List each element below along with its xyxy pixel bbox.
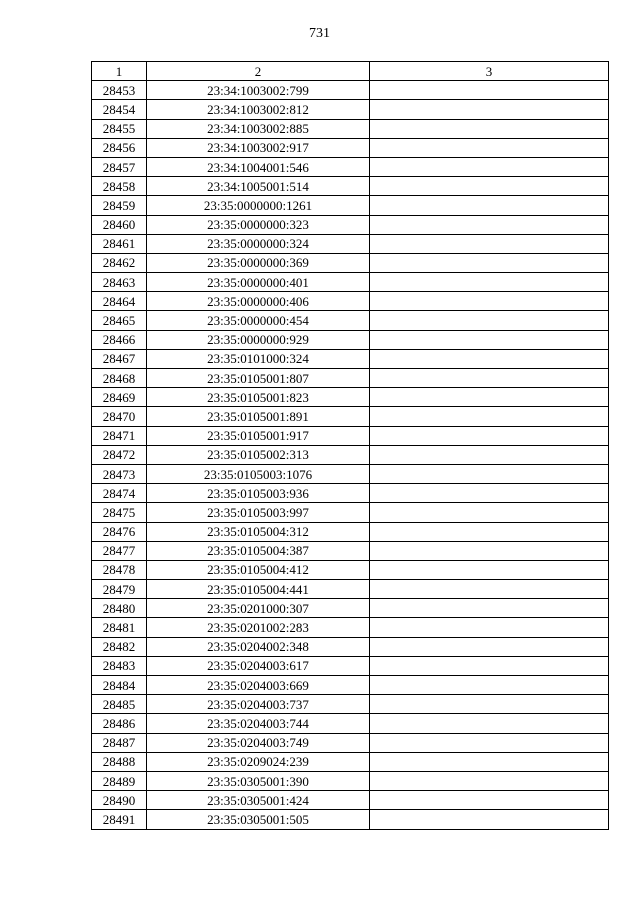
row-number-cell: 28460 bbox=[92, 215, 147, 234]
notes-cell bbox=[370, 100, 609, 119]
cadastral-number-cell: 23:34:1004001:546 bbox=[147, 157, 370, 176]
table-row bbox=[92, 253, 609, 272]
cadastral-number-cell: 23:35:0305001:424 bbox=[147, 791, 370, 810]
notes-cell bbox=[370, 311, 609, 330]
table-row bbox=[92, 157, 609, 176]
table-row bbox=[92, 100, 609, 119]
table-row bbox=[92, 733, 609, 752]
row-number-cell: 28476 bbox=[92, 522, 147, 541]
cadastral-number-cell: 23:34:1003002:917 bbox=[147, 138, 370, 157]
row-number-cell: 28469 bbox=[92, 388, 147, 407]
table-row bbox=[92, 695, 609, 714]
cadastral-number-cell: 23:35:0204003:669 bbox=[147, 676, 370, 695]
table-row bbox=[92, 791, 609, 810]
row-number-cell: 28461 bbox=[92, 234, 147, 253]
row-number-cell: 28474 bbox=[92, 484, 147, 503]
row-number-cell: 28478 bbox=[92, 560, 147, 579]
notes-cell bbox=[370, 426, 609, 445]
notes-cell bbox=[370, 522, 609, 541]
table-row bbox=[92, 426, 609, 445]
notes-cell bbox=[370, 234, 609, 253]
column-header-2: 2 bbox=[147, 62, 370, 81]
row-number-cell: 28454 bbox=[92, 100, 147, 119]
notes-cell bbox=[370, 138, 609, 157]
table-row bbox=[92, 234, 609, 253]
cadastral-number-cell: 23:35:0204002:348 bbox=[147, 637, 370, 656]
table-row bbox=[92, 369, 609, 388]
notes-cell bbox=[370, 714, 609, 733]
notes-cell bbox=[370, 388, 609, 407]
notes-cell bbox=[370, 484, 609, 503]
notes-cell bbox=[370, 119, 609, 138]
cadastral-number-cell: 23:35:0000000:323 bbox=[147, 215, 370, 234]
notes-cell bbox=[370, 253, 609, 272]
row-number-cell: 28487 bbox=[92, 733, 147, 752]
notes-cell bbox=[370, 464, 609, 483]
row-number-cell: 28466 bbox=[92, 330, 147, 349]
cadastral-number-cell: 23:35:0000000:406 bbox=[147, 292, 370, 311]
cadastral-number-cell: 23:35:0204003:617 bbox=[147, 656, 370, 675]
notes-cell bbox=[370, 560, 609, 579]
row-number-cell: 28479 bbox=[92, 580, 147, 599]
row-number-cell: 28477 bbox=[92, 541, 147, 560]
table-row bbox=[92, 330, 609, 349]
table-row bbox=[92, 503, 609, 522]
row-number-cell: 28486 bbox=[92, 714, 147, 733]
row-number-cell: 28457 bbox=[92, 157, 147, 176]
table-row bbox=[92, 388, 609, 407]
data-table bbox=[91, 61, 609, 830]
cadastral-number-cell: 23:35:0105001:917 bbox=[147, 426, 370, 445]
notes-cell bbox=[370, 369, 609, 388]
column-header-3: 3 bbox=[370, 62, 609, 81]
cadastral-number-cell: 23:35:0105003:997 bbox=[147, 503, 370, 522]
row-number-cell: 28483 bbox=[92, 656, 147, 675]
row-number-cell: 28455 bbox=[92, 119, 147, 138]
cadastral-number-cell: 23:34:1003002:799 bbox=[147, 81, 370, 100]
table-row bbox=[92, 119, 609, 138]
cadastral-number-cell: 23:35:0105004:441 bbox=[147, 580, 370, 599]
cadastral-number-cell: 23:35:0305001:505 bbox=[147, 810, 370, 829]
cadastral-number-cell: 23:35:0204003:749 bbox=[147, 733, 370, 752]
table-row bbox=[92, 484, 609, 503]
notes-cell bbox=[370, 733, 609, 752]
notes-cell bbox=[370, 177, 609, 196]
cadastral-number-cell: 23:34:1005001:514 bbox=[147, 177, 370, 196]
header-row bbox=[92, 62, 609, 81]
notes-cell bbox=[370, 752, 609, 771]
notes-cell bbox=[370, 273, 609, 292]
notes-cell bbox=[370, 618, 609, 637]
cadastral-number-cell: 23:35:0000000:401 bbox=[147, 273, 370, 292]
row-number-cell: 28463 bbox=[92, 273, 147, 292]
table-row bbox=[92, 771, 609, 790]
table-row bbox=[92, 541, 609, 560]
cadastral-number-cell: 23:35:0209024:239 bbox=[147, 752, 370, 771]
table-row bbox=[92, 599, 609, 618]
row-number-cell: 28462 bbox=[92, 253, 147, 272]
cadastral-number-cell: 23:35:0105004:312 bbox=[147, 522, 370, 541]
row-number-cell: 28488 bbox=[92, 752, 147, 771]
row-number-cell: 28491 bbox=[92, 810, 147, 829]
notes-cell bbox=[370, 676, 609, 695]
row-number-cell: 28482 bbox=[92, 637, 147, 656]
row-number-cell: 28465 bbox=[92, 311, 147, 330]
notes-cell bbox=[370, 541, 609, 560]
notes-cell bbox=[370, 771, 609, 790]
row-number-cell: 28473 bbox=[92, 464, 147, 483]
notes-cell bbox=[370, 445, 609, 464]
row-number-cell: 28489 bbox=[92, 771, 147, 790]
cadastral-number-cell: 23:35:0105001:891 bbox=[147, 407, 370, 426]
row-number-cell: 28467 bbox=[92, 349, 147, 368]
cadastral-number-cell: 23:35:0105002:313 bbox=[147, 445, 370, 464]
cadastral-number-cell: 23:35:0201000:307 bbox=[147, 599, 370, 618]
table-row bbox=[92, 273, 609, 292]
notes-cell bbox=[370, 292, 609, 311]
row-number-cell: 28472 bbox=[92, 445, 147, 464]
table-row bbox=[92, 215, 609, 234]
cadastral-number-cell: 23:35:0000000:324 bbox=[147, 234, 370, 253]
cadastral-number-cell: 23:35:0000000:369 bbox=[147, 253, 370, 272]
table-row bbox=[92, 177, 609, 196]
table-header bbox=[92, 62, 609, 81]
table-row bbox=[92, 292, 609, 311]
row-number-cell: 28484 bbox=[92, 676, 147, 695]
table-row bbox=[92, 752, 609, 771]
row-number-cell: 28485 bbox=[92, 695, 147, 714]
cadastral-number-cell: 23:35:0000000:454 bbox=[147, 311, 370, 330]
row-number-cell: 28471 bbox=[92, 426, 147, 445]
notes-cell bbox=[370, 215, 609, 234]
cadastral-number-cell: 23:35:0000000:929 bbox=[147, 330, 370, 349]
table-row bbox=[92, 676, 609, 695]
cadastral-number-cell: 23:35:0105004:412 bbox=[147, 560, 370, 579]
row-number-cell: 28453 bbox=[92, 81, 147, 100]
table-row bbox=[92, 407, 609, 426]
notes-cell bbox=[370, 503, 609, 522]
row-number-cell: 28468 bbox=[92, 369, 147, 388]
notes-cell bbox=[370, 695, 609, 714]
row-number-cell: 28481 bbox=[92, 618, 147, 637]
cadastral-number-cell: 23:35:0105004:387 bbox=[147, 541, 370, 560]
notes-cell bbox=[370, 407, 609, 426]
cadastral-number-cell: 23:35:0204003:737 bbox=[147, 695, 370, 714]
notes-cell bbox=[370, 580, 609, 599]
row-number-cell: 28480 bbox=[92, 599, 147, 618]
cadastral-number-cell: 23:35:0000000:1261 bbox=[147, 196, 370, 215]
notes-cell bbox=[370, 637, 609, 656]
cadastral-number-cell: 23:35:0305001:390 bbox=[147, 771, 370, 790]
notes-cell bbox=[370, 157, 609, 176]
row-number-cell: 28459 bbox=[92, 196, 147, 215]
notes-cell bbox=[370, 791, 609, 810]
cadastral-number-cell: 23:35:0204003:744 bbox=[147, 714, 370, 733]
column-header-1: 1 bbox=[92, 62, 147, 81]
table-row bbox=[92, 311, 609, 330]
notes-cell bbox=[370, 810, 609, 829]
table-row bbox=[92, 618, 609, 637]
table-row bbox=[92, 464, 609, 483]
row-number-cell: 28475 bbox=[92, 503, 147, 522]
table-row bbox=[92, 196, 609, 215]
table-row bbox=[92, 81, 609, 100]
notes-cell bbox=[370, 349, 609, 368]
notes-cell bbox=[370, 656, 609, 675]
cadastral-number-cell: 23:35:0105001:807 bbox=[147, 369, 370, 388]
cadastral-number-cell: 23:34:1003002:885 bbox=[147, 119, 370, 138]
row-number-cell: 28464 bbox=[92, 292, 147, 311]
cadastral-number-cell: 23:35:0105001:823 bbox=[147, 388, 370, 407]
table-row bbox=[92, 656, 609, 675]
table-row bbox=[92, 522, 609, 541]
table-row bbox=[92, 637, 609, 656]
table-row bbox=[92, 560, 609, 579]
cadastral-number-cell: 23:35:0201002:283 bbox=[147, 618, 370, 637]
notes-cell bbox=[370, 196, 609, 215]
notes-cell bbox=[370, 330, 609, 349]
table-row bbox=[92, 349, 609, 368]
row-number-cell: 28470 bbox=[92, 407, 147, 426]
table-row bbox=[92, 445, 609, 464]
cadastral-number-cell: 23:34:1003002:812 bbox=[147, 100, 370, 119]
table-row bbox=[92, 714, 609, 733]
row-number-cell: 28490 bbox=[92, 791, 147, 810]
table-row bbox=[92, 810, 609, 829]
notes-cell bbox=[370, 81, 609, 100]
cadastral-number-cell: 23:35:0105003:1076 bbox=[147, 464, 370, 483]
row-number-cell: 28458 bbox=[92, 177, 147, 196]
table-body bbox=[92, 81, 609, 829]
page-number: 731 bbox=[309, 26, 330, 41]
table-row bbox=[92, 138, 609, 157]
notes-cell bbox=[370, 599, 609, 618]
cadastral-number-cell: 23:35:0105003:936 bbox=[147, 484, 370, 503]
table-row bbox=[92, 580, 609, 599]
cadastral-number-cell: 23:35:0101000:324 bbox=[147, 349, 370, 368]
row-number-cell: 28456 bbox=[92, 138, 147, 157]
